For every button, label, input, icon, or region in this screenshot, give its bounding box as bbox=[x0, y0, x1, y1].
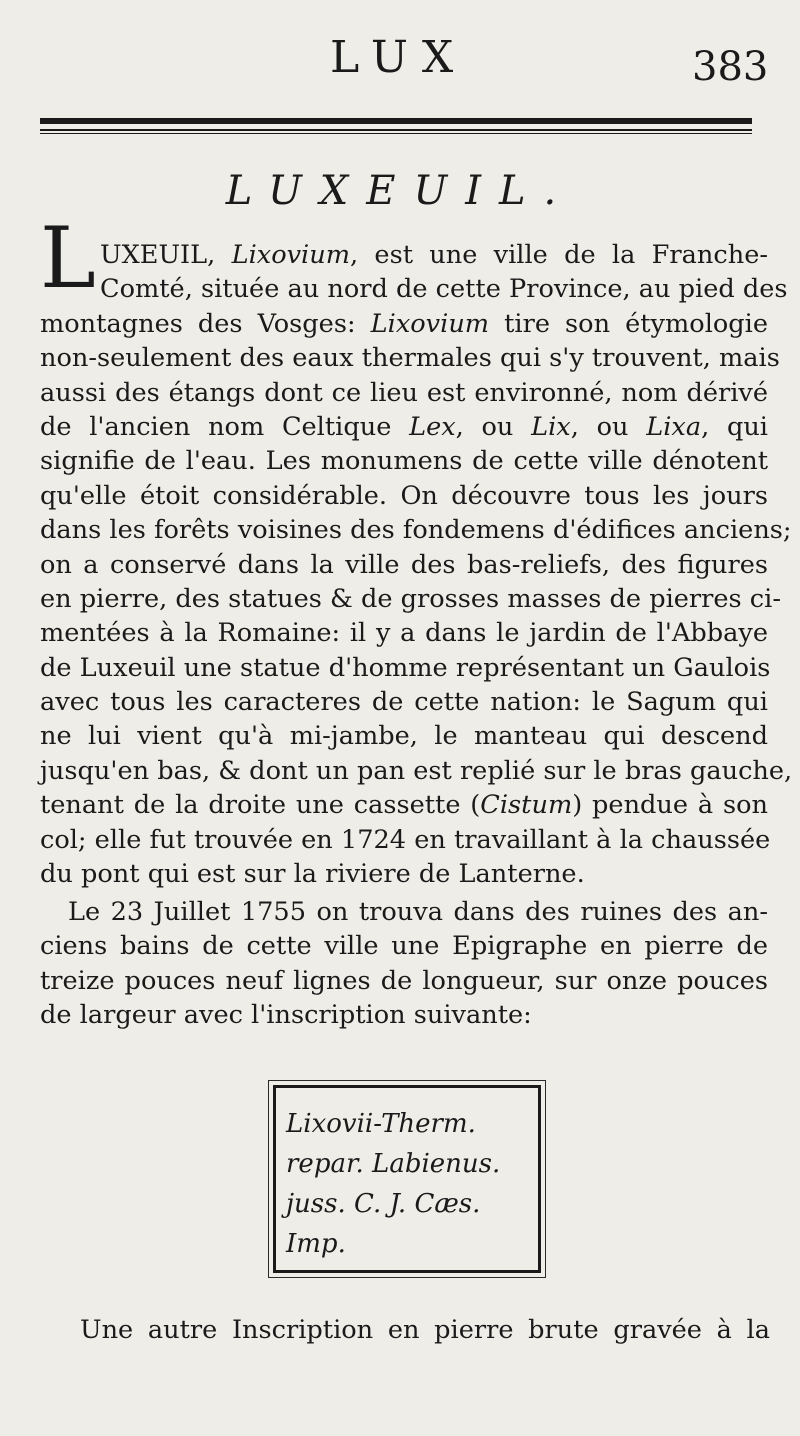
text-line: jusqu'en bas, & dont un pan est replié sur le bras gauche, bbox=[40, 755, 793, 786]
inscription-line: juss. C. J. Cæs. bbox=[286, 1189, 481, 1219]
text-line: on a conservé dans la ville des bas-reliefs, des figures bbox=[40, 549, 768, 580]
text-line: signifie de l'eau. Les monumens de cette ville dénotent bbox=[40, 446, 768, 477]
inscription-line: Imp. bbox=[286, 1229, 346, 1259]
text-line: UXEUIL, Lixovium, est une ville de la Franche- bbox=[100, 240, 768, 270]
text-line: de largeur avec l'inscription suivante: bbox=[40, 1000, 532, 1031]
inscription-line: repar. Labienus. bbox=[286, 1149, 501, 1179]
text-line: aussi des étangs dont ce lieu est environné, nom dérivé bbox=[40, 377, 768, 408]
header-rule-thick bbox=[40, 118, 752, 124]
last-line: Une autre Inscription en pierre brute gravée à la bbox=[80, 1315, 770, 1345]
paragraph-1 bbox=[40, 238, 793, 891]
article-title: LUXEUIL. bbox=[225, 168, 575, 214]
header-rule-thin bbox=[40, 129, 752, 131]
text-line: tenant de la droite une cassette (Cistum) pendue à son bbox=[40, 790, 768, 821]
inscription-text bbox=[286, 1104, 538, 1264]
text-line: de l'ancien nom Celtique Lex, ou Lix, ou Lixa, qui bbox=[40, 411, 768, 442]
running-head bbox=[0, 28, 800, 88]
header-rule-hairline bbox=[40, 133, 752, 134]
text-line: qu'elle étoit considérable. On découvre tous les jours bbox=[40, 480, 768, 511]
text-line: dans les forêts voisines des fondemens d'édifices anciens; bbox=[40, 515, 792, 546]
paragraph-2 bbox=[40, 895, 768, 1033]
text-line: en pierre, des statues & de grosses masses de pierres ci- bbox=[40, 583, 781, 614]
text-line: Le 23 Juillet 1755 on trouva dans des ruines des an- bbox=[68, 897, 768, 927]
text-line: non-seulement des eaux thermales qui s'y trouvent, mais bbox=[40, 343, 780, 374]
text-line: avec tous les caracteres de cette nation: le Sagum qui bbox=[40, 687, 768, 718]
text-line: ciens bains de cette ville une Epigraphe en pierre de bbox=[40, 931, 768, 962]
text-line: du pont qui est sur la riviere de Lanterne. bbox=[40, 859, 585, 890]
text-line: Comté, située au nord de cette Province, au pied des bbox=[100, 274, 788, 305]
text-line: col; elle fut trouvée en 1724 en travaillant à la chaussée bbox=[40, 824, 771, 855]
inscription-box bbox=[273, 1085, 541, 1273]
text-line: de Luxeuil une statue d'homme représentant un Gaulois bbox=[40, 652, 771, 683]
text-line: montagnes des Vosges: Lixovium tire son étymologie bbox=[40, 308, 768, 339]
page-number: 383 bbox=[692, 44, 769, 90]
inscription-line: Lixovii-Therm. bbox=[286, 1109, 476, 1139]
text-line: mentées à la Romaine: il y a dans le jardin de l'Abbaye bbox=[40, 618, 768, 649]
drop-cap: L bbox=[40, 209, 96, 307]
running-title: LUX bbox=[330, 32, 468, 83]
text-line: ne lui vient qu'à mi-jambe, le manteau qui descend bbox=[40, 721, 768, 752]
text-line: treize pouces neuf lignes de longueur, sur onze pouces bbox=[40, 965, 768, 996]
